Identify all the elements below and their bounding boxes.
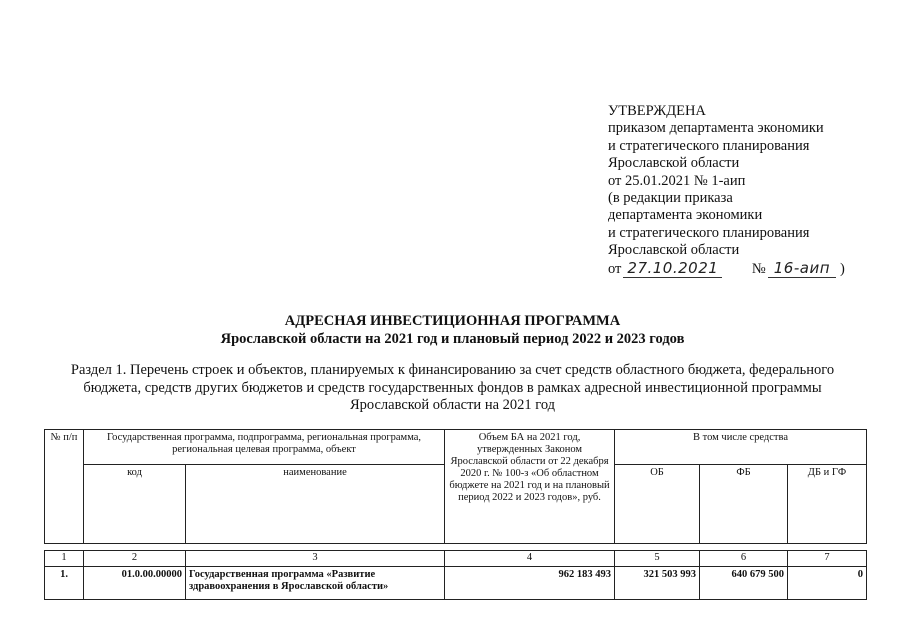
column-number: 3: [186, 551, 445, 567]
handwritten-date: 27.10.2021: [623, 260, 722, 278]
header-code: код: [84, 465, 186, 544]
investment-table: [44, 429, 867, 600]
handwritten-number: 16-аип: [768, 260, 836, 278]
approval-line: (в редакции приказа: [608, 190, 733, 207]
amendment-line: [608, 260, 898, 278]
column-number-row: [45, 551, 867, 567]
row-fb: 640 679 500: [700, 567, 788, 600]
amendment-suffix: ): [840, 260, 845, 277]
header-gap: [45, 544, 867, 551]
table-row: [45, 567, 867, 600]
approval-line: от 25.01.2021 № 1-аип: [608, 172, 746, 189]
approval-line: и стратегического планирования: [608, 224, 810, 241]
header-program: Государственная программа, подпрограмма, региональная программа, региональная целевая программа, объект: [84, 430, 445, 465]
row-num: 1.: [45, 567, 84, 600]
header-ob: ОБ: [615, 465, 700, 544]
approval-line: Ярославской области: [608, 155, 740, 172]
row-volume: 962 183 493: [445, 567, 615, 600]
approval-line: Ярославской области: [608, 242, 740, 259]
title-line-2: Ярославской области на 2021 год и плановый период 2022 и 2023 годов: [220, 330, 685, 347]
column-number: 1: [45, 551, 84, 567]
row-ob: 321 503 993: [615, 567, 700, 600]
section-heading: Раздел 1. Перечень строек и объектов, планируемых к финансированию за счет средств областного бюджета, федерального бюджета, средств других бюджетов и средств государственных фондов в рамках адресной инвестиционной программы Ярославской области на 2021 год: [70, 362, 835, 413]
column-number: 5: [615, 551, 700, 567]
approval-heading: УТВЕРЖДЕНА: [608, 103, 706, 119]
amendment-prefix: от: [608, 260, 622, 277]
column-number: 4: [445, 551, 615, 567]
approval-block: [608, 103, 898, 278]
header-including: В том числе средства: [615, 430, 867, 465]
title-line-1: АДРЕСНАЯ ИНВЕСТИЦИОННАЯ ПРОГРАММА: [284, 313, 621, 329]
column-number: 7: [788, 551, 867, 567]
document-title: [0, 313, 905, 348]
column-number: 6: [700, 551, 788, 567]
header-name: наименование: [186, 465, 445, 544]
header-volume: Объем БА на 2021 год, утвержденных Законом Ярославской области от 22 декабря 2020 г. № 100-з «Об областном бюджете на 2021 год и на плановый период 2022 и 2023 годов», руб.: [445, 430, 615, 544]
header-num: № п/п: [45, 430, 84, 544]
approval-line: департамента экономики: [608, 207, 763, 224]
row-name: Государственная программа «Развитие здравоохранения в Ярославской области»: [186, 567, 445, 600]
amendment-number-prefix: №: [751, 260, 766, 277]
header-dbgf: ДБ и ГФ: [788, 465, 867, 544]
row-code: 01.0.00.00000: [84, 567, 186, 600]
approval-line: и стратегического планирования: [608, 137, 810, 154]
column-number: 2: [84, 551, 186, 567]
row-dbgf: 0: [788, 567, 867, 600]
header-fb: ФБ: [700, 465, 788, 544]
approval-line: приказом департамента экономики: [608, 120, 824, 137]
header-row-1: [45, 430, 867, 465]
